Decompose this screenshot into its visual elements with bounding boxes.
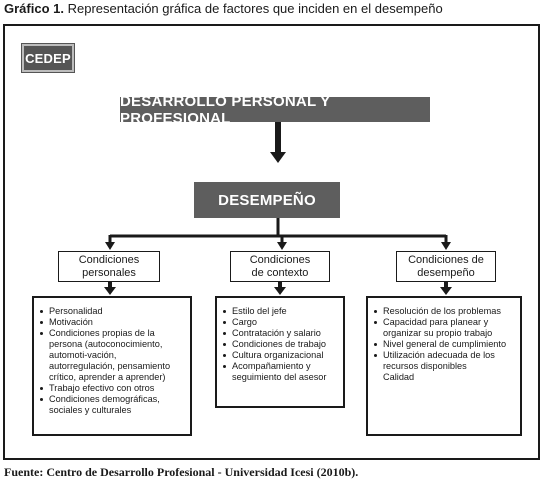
condition-title-line1: Condiciones [249,253,311,266]
arrowhead-branch-left [105,242,115,250]
list-item: Motivación [40,317,184,328]
condition-box-performance [396,251,496,282]
condition-title-line1: Condiciones de [408,253,484,266]
list-item: Resolución de los problemas [374,306,514,317]
condition-title-line2: desempeño [417,266,475,279]
list-item: Personalidad [40,306,184,317]
caption-text: Representación gráfica de factores que inciden en el desempeño [67,1,443,16]
condition-title-line2: de contexto [251,266,309,279]
arrowhead-mid [270,152,286,163]
list-item: Estilo del jefe [223,306,337,317]
detail-box-performance [366,296,522,436]
cedep-logo: CEDEP [22,44,74,72]
detail-list-context [223,306,337,383]
list-item: Condiciones demográficas, sociales y culturales [40,394,184,416]
list-item: Condiciones propias de la persona (autoconocimiento, automoti-vación, autorregulación, pensamiento crítico, aprender a aprender) [40,328,184,383]
detail-box-context [215,296,345,408]
list-item: Cultura organizacional [223,350,337,361]
source-note: Fuente: Centro de Desarrollo Profesional - Universidad Icesi (2010b). [4,465,359,479]
condition-box-context [230,251,330,282]
condition-title-line1: Condiciones [78,253,140,266]
detail-list-personal [40,306,184,416]
condition-title-line2: personales [82,266,136,279]
list-item: Acompañamiento y seguimiento del asesor [223,361,337,383]
detail-list-performance [374,306,514,383]
condition-box-personal [58,251,160,282]
list-item: Cargo [223,317,337,328]
list-item: Contratación y salario [223,328,337,339]
list-item: Nivel general de cumplimiento [374,339,514,350]
list-item: Condiciones de trabajo [223,339,337,350]
list-item: Capacidad para planear y organizar su propio trabajo [374,317,514,339]
middle-banner: DESEMPEÑO [194,182,340,218]
caption-label: Gráfico 1. [4,1,64,16]
list-item: Trabajo efectivo con otros [40,383,184,394]
list-item: Calidad [383,372,415,382]
arrowhead-branch-center [277,242,287,250]
arrowhead-cond-center [274,287,286,295]
top-banner: DESARROLLO PERSONAL Y PROFESIONAL [120,97,430,122]
arrowhead-branch-right [441,242,451,250]
arrowhead-cond-right [440,287,452,295]
arrowhead-cond-left [104,287,116,295]
detail-box-personal [32,296,192,436]
list-item: Utilización adecuada de los recursos disponibles [374,350,514,372]
